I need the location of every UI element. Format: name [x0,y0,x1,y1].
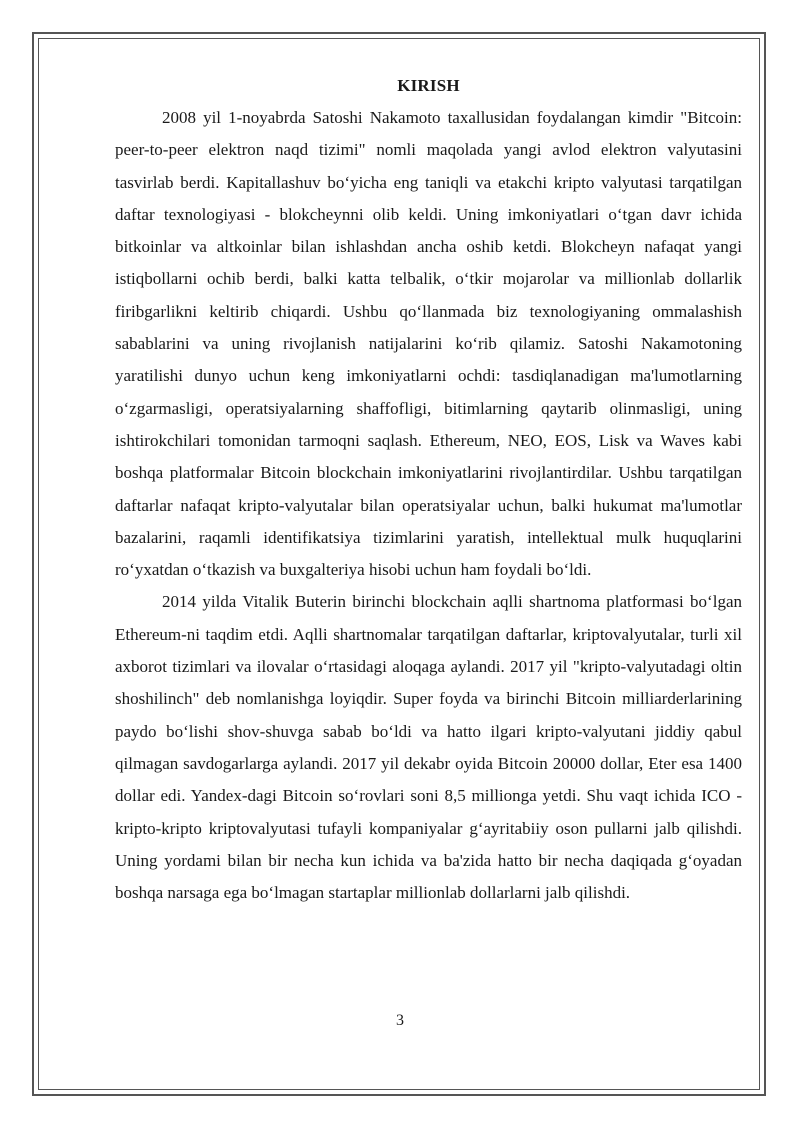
section-title: KIRISH [397,76,460,95]
paragraph-2: 2014 yilda Vitalik Buterin birinchi blockchain aqlli shartnoma platformasi bo‘lgan Ethereum-ni taqdim etdi. Aqlli shartnomalar tarqatilgan daftarlar, kriptovalyutalar, turli xil axborot tizimlari va ilovalar o‘rtasidagi aloqaga aylandi. 2017 yil "kripto-valyutadagi oltin shoshilinch" deb nomlanishga loyiqdir. Super foyda va birinchi Bitcoin milliarderlarining paydo bo‘lishi shov-shuvga sabab bo‘ldi va hatto ilgari kripto-valyutani jiddiy qabul qilmagan savdogarlarga aylandi. 2017 yil dekabr oyida Bitcoin 20000 dollar, Eter esa 1400 dollar edi. Yandex-dagi Bitcoin so‘rovlari soni 8,5 millionga yetdi. Shu vaqt ichida ICO - kripto-kripto kriptovalyutasi tufayli kompaniyalar g‘ayritabiiy oson pullarni jalb qilishdi. Uning yordami bilan bir necha kun ichida va ba'zida hatto bir necha daqiqada g‘oyadan boshqa narsaga ega bo‘lmagan startaplar millionlab dollarlarni jalb qilishdi. [115,592,742,903]
paragraph-1: 2008 yil 1-noyabrda Satoshi Nakamoto taxallusidan foydalangan kimdir "Bitcoin: peer-to-peer elektron naqd tizimi" nomli maqolada yangi avlod elektron valyutasini tasvirlab berdi. Kapitallashuv bo‘yicha eng taniqli va etakchi kripto valyutasi tarqatilgan daftar texnologiyasi - blokcheynni olib keldi. Uning imkoniyatlari o‘tgan davr ichida bitkoinlar va altkoinlar bilan ishlashdan ancha oshib ketdi. Blokcheyn nafaqat yangi istiqbollarni ochib berdi, balki katta telbalik, o‘tkir mojarolar va millionlab dollarlik firibgarlikni keltirib chiqardi. Ushbu qo‘llanmada biz texnologiyaning ommalashish sabablarini va uning rivojlanish natijalarini ko‘rib qilamiz. Satoshi Nakamotoning yaratilishi dunyo uchun keng imkoniyatlarni ochdi: tasdiqlanadigan ma'lumotlarning o‘zgarmasligi, operatsiyalarning shaffofligi, bitimlarning qaytarib olinmasligi, uning ishtirokchilari tomonidan tarmoqni saqlash. Ethereum, NEO, EOS, Lisk va Waves kabi boshqa platformalar Bitcoin blockchain imkoniyatlarini rivojlantirdilar. Ushbu tarqatilgan daftarlar nafaqat kripto-valyutalar bilan operatsiyalar uchun, balki hukumat ma'lumotlar bazalarini, raqamli identifikatsiya tizimlarini yaratish, intellektual mulk huquqlarini ro‘yxatdan o‘tkazish va buxgalteriya hisobi uchun ham foydali bo‘ldi. [115,108,742,580]
page-number: 3 [396,1012,404,1029]
document-body [115,74,742,909]
